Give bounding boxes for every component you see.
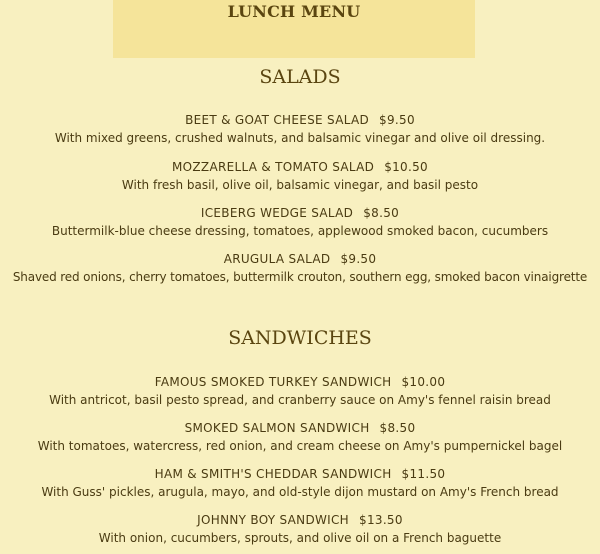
menu-item-arugula-salad xyxy=(0,250,600,286)
menu-title-banner xyxy=(113,0,475,58)
item-description: With mixed greens, crushed walnuts, and balsamic vinegar and olive oil dressing. xyxy=(54,131,546,145)
item-name: ARUGULA SALAD xyxy=(223,252,331,266)
item-name: BEET & GOAT CHEESE SALAD xyxy=(185,113,370,127)
item-name-line xyxy=(0,111,600,129)
menu-item-famous-smoked-turkey-sandwich xyxy=(0,373,600,409)
item-name-line xyxy=(0,373,600,391)
menu-title: LUNCH MENU xyxy=(227,2,361,21)
item-price: $11.50 xyxy=(401,467,446,481)
item-name-line xyxy=(0,158,600,176)
item-description: With tomatoes, watercress, red onion, and cream cheese on Amy's pumpernickel bagel xyxy=(37,439,563,453)
menu-item-ham-smiths-cheddar-sandwich xyxy=(0,465,600,501)
menu-item-beet-goat-cheese-salad xyxy=(0,111,600,147)
item-price: $10.00 xyxy=(401,375,446,389)
item-price: $9.50 xyxy=(379,113,415,127)
section-title-salads: SALADS xyxy=(259,66,341,88)
item-name: HAM & SMITH'S CHEDDAR SANDWICH xyxy=(154,467,392,481)
item-name-line xyxy=(0,204,600,222)
menu-item-iceberg-wedge-salad xyxy=(0,204,600,240)
item-name-line xyxy=(0,465,600,483)
section-title-sandwiches: SANDWICHES xyxy=(228,327,372,349)
menu-item-johnny-boy-sandwich xyxy=(0,511,600,547)
item-description: With fresh basil, olive oil, balsamic vinegar, and basil pesto xyxy=(121,178,479,192)
item-price: $9.50 xyxy=(340,252,377,266)
item-price: $13.50 xyxy=(359,513,403,527)
item-name-line xyxy=(0,511,600,529)
item-description: Shaved red onions, cherry tomatoes, buttermilk crouton, southern egg, smoked bacon vinaigrette xyxy=(12,270,588,284)
item-name-line xyxy=(0,250,600,268)
item-price: $8.50 xyxy=(363,206,400,220)
item-description: With antricot, basil pesto spread, and cranberry sauce on Amy's fennel raisin bread xyxy=(49,393,551,407)
item-price: $8.50 xyxy=(379,421,416,435)
item-description: With Guss' pickles, arugula, mayo, and old-style dijon mustard on Amy's French bread xyxy=(41,485,559,499)
item-description: With onion, cucumbers, sprouts, and olive oil on a French baguette xyxy=(98,531,502,545)
item-name: SMOKED SALMON SANDWICH xyxy=(184,421,370,435)
item-name: ICEBERG WEDGE SALAD xyxy=(200,206,354,220)
item-name: FAMOUS SMOKED TURKEY SANDWICH xyxy=(154,375,392,389)
item-name: JOHNNY BOY SANDWICH xyxy=(197,513,350,527)
item-description: Buttermilk-blue cheese dressing, tomatoes, applewood smoked bacon, cucumbers xyxy=(51,224,549,238)
item-name-line xyxy=(0,419,600,437)
menu-item-smoked-salmon-sandwich xyxy=(0,419,600,455)
item-name: MOZZARELLA & TOMATO SALAD xyxy=(172,160,375,174)
item-price: $10.50 xyxy=(384,160,428,174)
menu-item-mozzarella-tomato-salad xyxy=(0,158,600,194)
